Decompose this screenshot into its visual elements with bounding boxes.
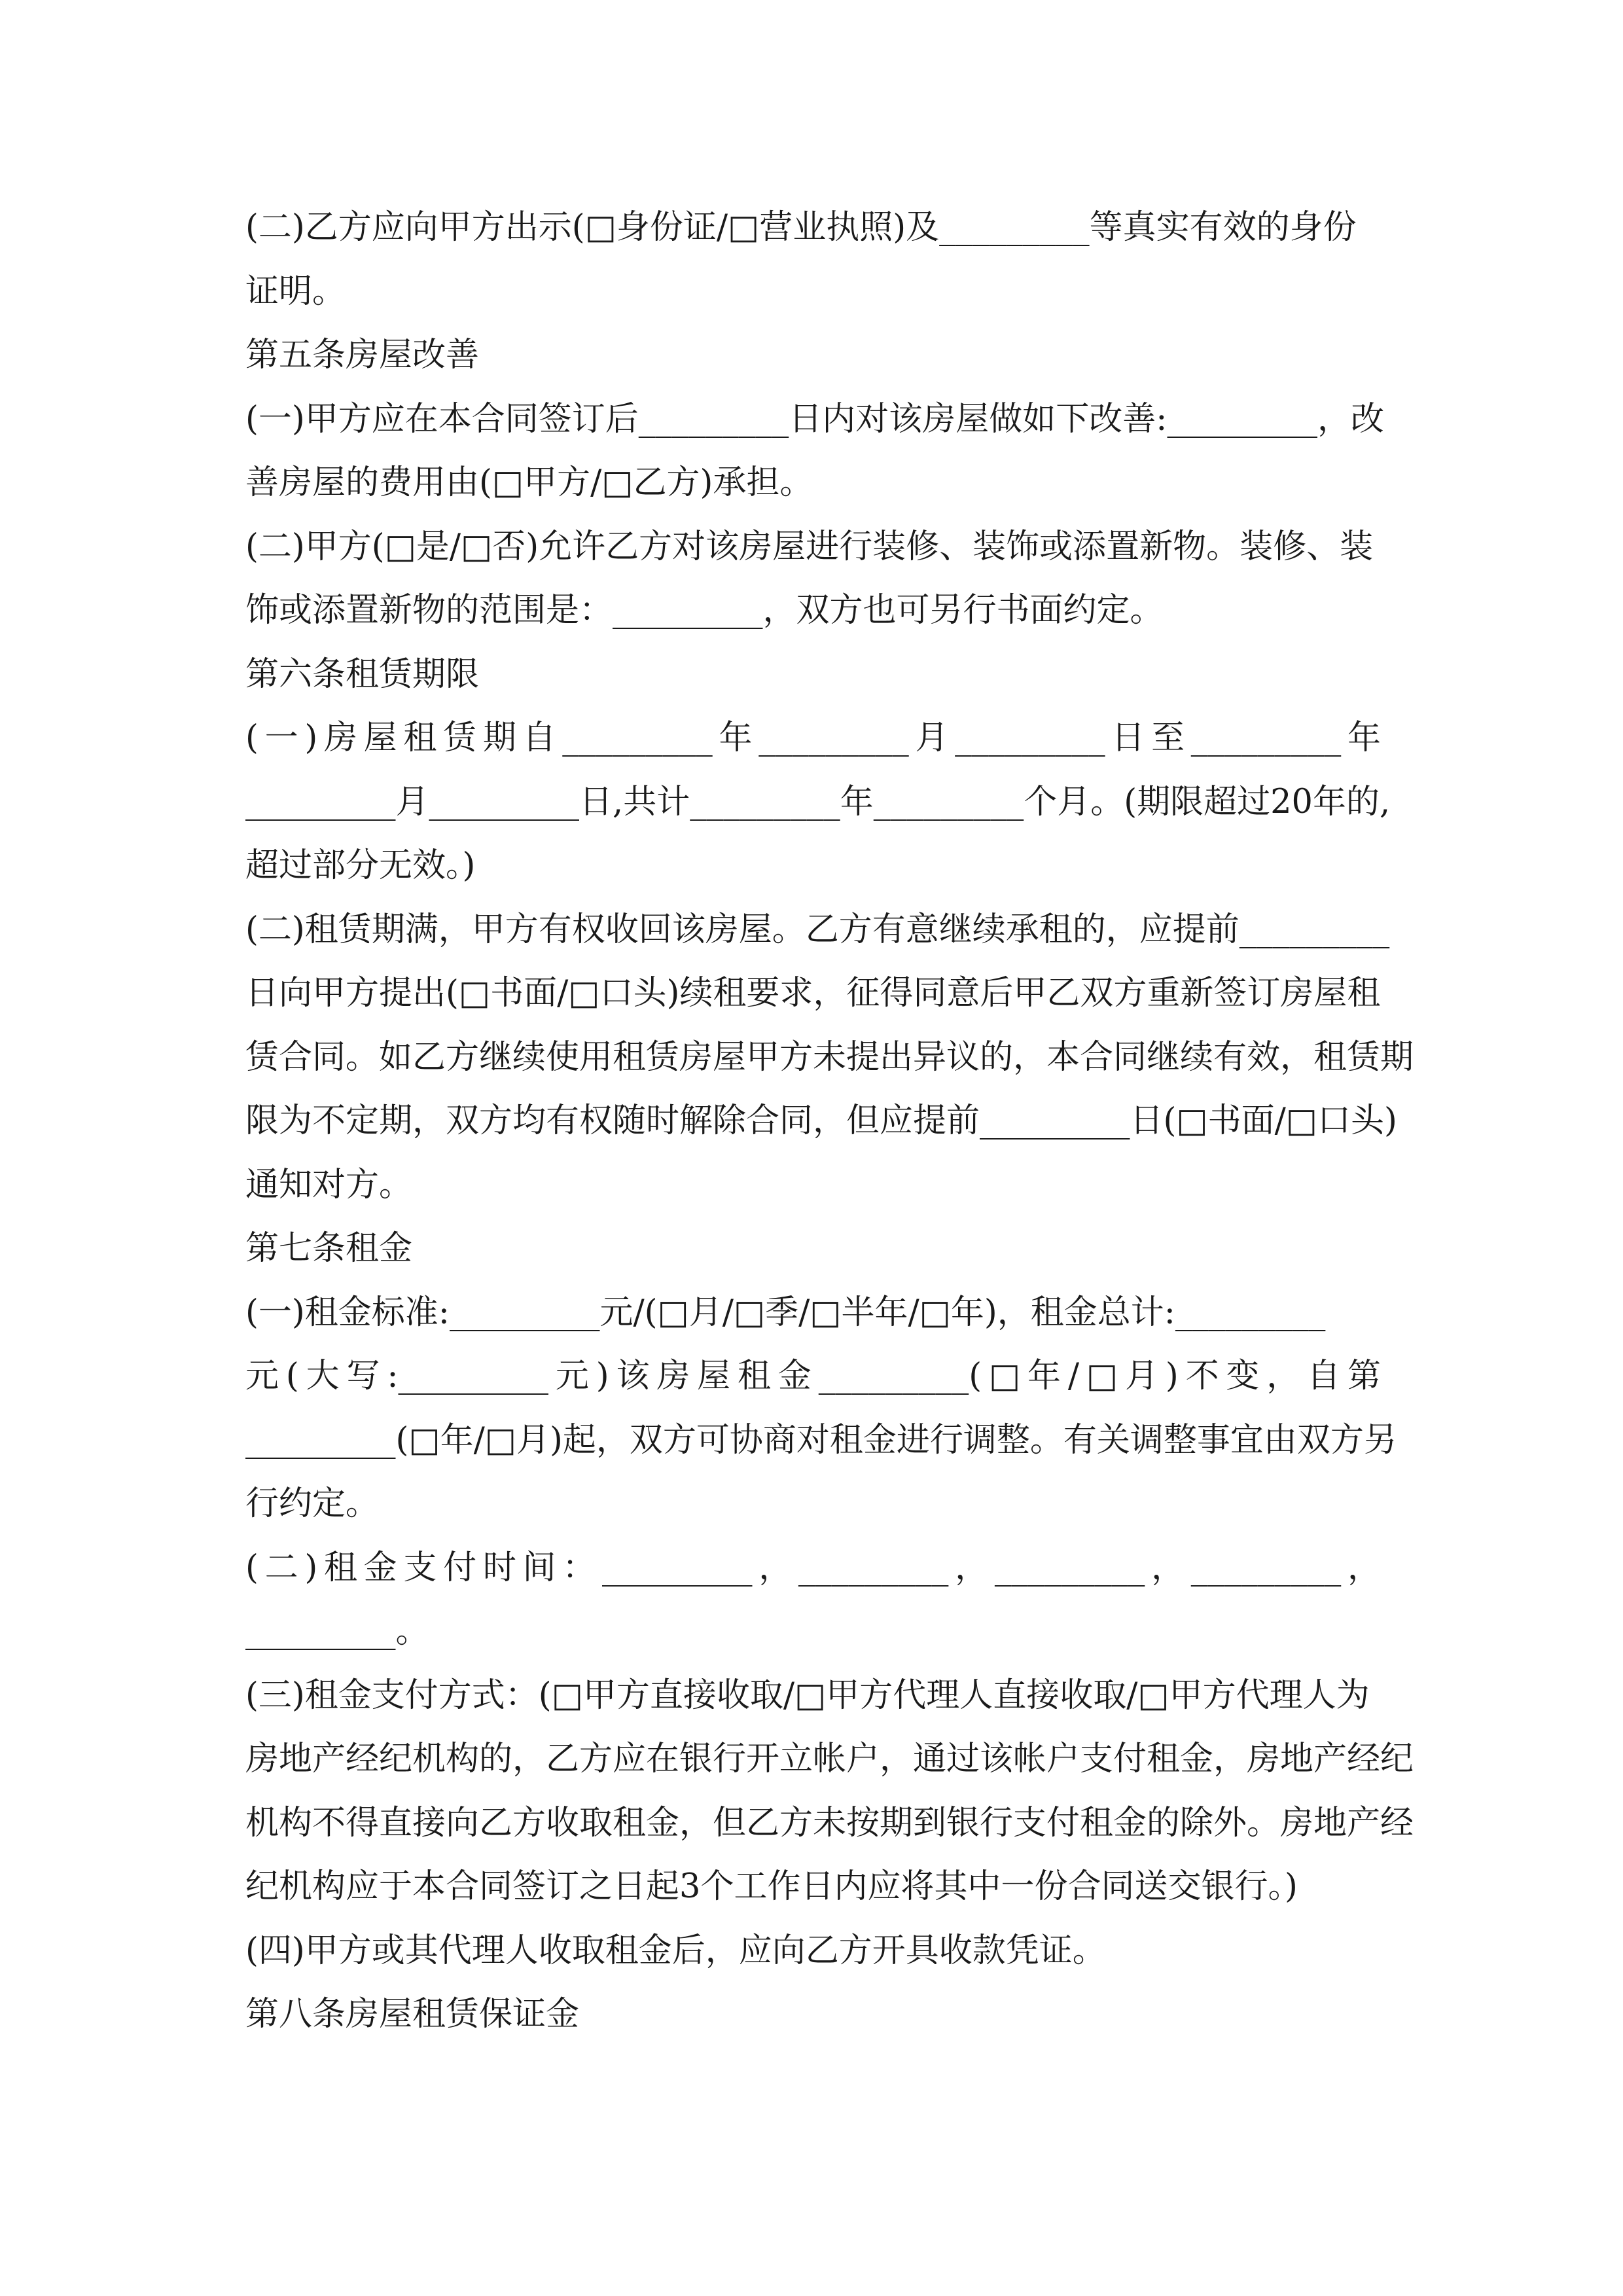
text-line: _________。	[245, 1612, 429, 1651]
text-line: 通知对方。	[245, 1165, 413, 1204]
text-line: (二)甲方(□是/□否)允许乙方对该房屋进行装修、装饰或添置新物。装修、装	[245, 527, 1374, 566]
text-line: 行约定。	[245, 1484, 380, 1523]
text-line: (二)租赁期满，甲方有权收回该房屋。乙方有意继续承租的，应提前_________	[245, 910, 1390, 949]
text-line: (三)租金支付方式：(□甲方直接收取/□甲方代理人直接收取/□甲方代理人为	[245, 1676, 1370, 1715]
text-line: 元(大写:_________元)该房屋租金_________(□年/□月)不变，自第	[245, 1357, 1381, 1395]
text-line: 赁合同。如乙方继续使用租赁房屋甲方未提出异议的，本合同继续有效，租赁期	[245, 1037, 1414, 1077]
text-line: 纪机构应于本合同签订之日起3个工作日内应将其中一份合同送交银行。)	[245, 1867, 1298, 1906]
section-heading: 第六条租赁期限	[245, 655, 480, 694]
section-heading: 第五条房屋改善	[245, 336, 480, 374]
text-line: 日向甲方提出(□书面/□口头)续租要求，征得同意后甲乙双方重新签订房屋租	[245, 974, 1381, 1013]
section-heading: 第七条租金	[245, 1229, 413, 1268]
text-line: 超过部分无效。)	[245, 846, 476, 885]
text-line: 善房屋的费用由(□甲方/□乙方)承担。	[245, 463, 813, 502]
text-line: (一)甲方应在本合同签订后_________日内对该房屋做如下改善:_________，改	[245, 399, 1384, 439]
section-heading: 第八条房屋租赁保证金	[245, 1995, 580, 2034]
text-line: 房地产经纪机构的，乙方应在银行开立帐户，通过该帐户支付租金，房地产经纪	[245, 1740, 1414, 1778]
text-line: (四)甲方或其代理人收取租金后，应向乙方开具收款凭证。	[245, 1931, 1106, 1970]
text-line: 机构不得直接向乙方收取租金，但乙方未按期到银行支付租金的除外。房地产经	[245, 1803, 1414, 1842]
text-line: _________月_________日,共计_________年_________个月。(期限超过20年的,	[245, 782, 1391, 821]
text-line: 饰或添置新物的范围是：_________，双方也可另行书面约定。	[245, 591, 1164, 630]
text-line: 限为不定期，双方均有权随时解除合同，但应提前_________日(□书面/□口头)	[245, 1102, 1397, 1140]
document-body	[245, 196, 1414, 2047]
text-line: 证明。	[245, 272, 346, 311]
text-line: (二)租金支付时间：_________，_________，_________，_________，	[245, 1548, 1381, 1587]
text-line: (二)乙方应向甲方出示(□身份证/□营业执照)及_________等真实有效的身份	[245, 208, 1357, 247]
text-line: (一)租金标准:_________元/(□月/□季/□半年/□年)，租金总计:_________	[245, 1293, 1326, 1332]
text-line: (一)房屋租赁期自_________年_________月_________日至_________年	[245, 719, 1381, 757]
text-line: _________(□年/□月)起，双方可协商对租金进行调整。有关调整事宜由双方另	[245, 1420, 1397, 1460]
